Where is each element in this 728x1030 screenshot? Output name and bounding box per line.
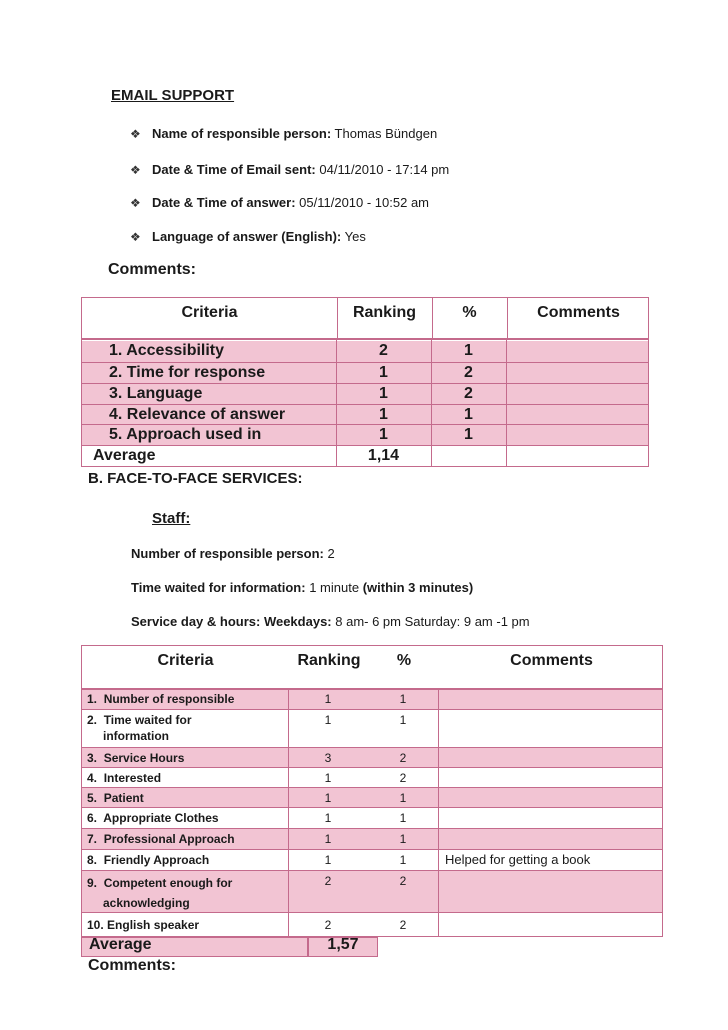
table-row: [81, 404, 649, 425]
face-to-face-heading: B. FACE-TO-FACE SERVICES:: [88, 470, 303, 487]
average-label: Average: [89, 936, 152, 953]
row-criteria: 9. Competent enough for acknowledging: [87, 876, 233, 910]
header-criteria: Criteria: [157, 652, 214, 669]
info-responsible-count: [131, 546, 335, 561]
row-criteria: 4. Interested: [87, 771, 162, 785]
table-row: [81, 807, 663, 828]
bullet-language: [130, 229, 366, 244]
header-percent: %: [462, 304, 477, 321]
row-percent: 1: [464, 342, 473, 359]
table-row: [81, 747, 663, 767]
table-row: [81, 828, 663, 849]
row-ranking: 1: [379, 385, 388, 402]
row-percent: 2: [399, 874, 407, 888]
row-ranking: 1: [324, 832, 332, 846]
row-criteria: 8. Friendly Approach: [87, 853, 210, 867]
row-ranking: 1: [324, 811, 332, 825]
table-row: [81, 787, 663, 807]
diamond-bullet-icon: ❖: [130, 230, 141, 244]
row-criteria: 2. Time waited for information: [87, 713, 192, 743]
diamond-bullet-icon: ❖: [130, 163, 141, 177]
bullet-email-sent: [130, 162, 449, 177]
diamond-bullet-icon: ❖: [130, 196, 141, 210]
row-percent: 2: [399, 771, 407, 785]
info-time-waited: [131, 580, 473, 595]
header-criteria: Criteria: [181, 304, 238, 321]
email-comments-label: Comments:: [108, 261, 197, 278]
email-support-heading: EMAIL SUPPORT: [111, 87, 235, 104]
table-header: [81, 297, 649, 339]
row-percent: 1: [399, 692, 407, 706]
header-comments: Comments: [537, 304, 620, 321]
average-value: 1,57: [327, 936, 359, 953]
bullet-value: Thomas Bündgen: [334, 126, 438, 141]
row-comment: Helped for getting a book: [445, 852, 591, 867]
row-criteria: 6. Appropriate Clothes: [87, 811, 219, 825]
bullet-label: Name of responsible person:: [152, 126, 332, 141]
table-row: [81, 912, 663, 937]
row-ranking: 1: [324, 791, 332, 805]
bullet-answer-time: [130, 195, 429, 210]
average-row: [81, 445, 649, 467]
row-criteria: 3. Language: [109, 385, 203, 402]
staff-label: Staff:: [152, 510, 191, 527]
row-criteria: 7. Professional Approach: [87, 832, 235, 846]
row-ranking: 2: [379, 342, 388, 359]
header-ranking: Ranking: [297, 652, 361, 669]
final-comments-label: Comments:: [88, 957, 177, 974]
bullet-value: Yes: [344, 229, 366, 244]
bullet-label: Language of answer (English):: [152, 229, 342, 244]
info-service-hours: [131, 614, 530, 629]
table-row: [81, 383, 649, 404]
row-criteria: 5. Approach used in: [109, 426, 262, 443]
row-criteria: 4. Relevance of answer: [109, 406, 286, 423]
table-row: [81, 362, 649, 383]
table-row: [81, 767, 663, 787]
row-ranking: 2: [324, 874, 332, 888]
row-ranking: 1: [324, 692, 332, 706]
row-percent: 1: [399, 853, 407, 867]
row-percent: 1: [464, 426, 473, 443]
row-ranking: 1: [324, 713, 332, 727]
bullet-value: 05/11/2010 - 10:52 am: [299, 195, 430, 210]
row-ranking: 1: [324, 853, 332, 867]
info-label: Service day & hours: Weekdays:: [131, 614, 332, 629]
row-criteria: 1. Number of responsible: [87, 692, 235, 706]
email-criteria-table: [81, 297, 649, 467]
row-ranking: 1: [324, 771, 332, 785]
row-criteria: 5. Patient: [87, 791, 144, 805]
row-ranking: 1: [379, 426, 388, 443]
header-ranking: Ranking: [352, 304, 417, 321]
row-ranking: 2: [324, 918, 332, 932]
info-suffix: (within 3 minutes): [362, 580, 474, 595]
row-ranking: 3: [324, 751, 332, 765]
row-percent: 1: [399, 713, 407, 727]
info-value: 8 am- 6 pm Saturday: 9 am -1 pm: [335, 614, 530, 629]
info-label: Time waited for information:: [131, 580, 306, 595]
table-row: [81, 341, 649, 362]
info-value: 2: [327, 546, 335, 561]
row-criteria: 2. Time for response: [109, 364, 266, 381]
row-percent: 1: [399, 832, 407, 846]
info-value: 1 minute: [309, 580, 360, 595]
average-row: [81, 937, 663, 957]
table-row: [81, 709, 663, 747]
row-criteria: 1. Accessibility: [109, 342, 225, 359]
info-label: Number of responsible person:: [131, 546, 324, 561]
average-value: 1,14: [367, 447, 400, 464]
row-ranking: 1: [379, 364, 388, 381]
average-label: Average: [93, 447, 156, 464]
table-row: [81, 849, 663, 870]
diamond-bullet-icon: ❖: [130, 127, 141, 141]
table-row: [81, 424, 649, 445]
row-percent: 2: [399, 918, 407, 932]
bullet-label: Date & Time of answer:: [152, 195, 296, 210]
table-row: [81, 870, 663, 912]
row-percent: 2: [399, 751, 407, 765]
row-percent: 1: [399, 811, 407, 825]
row-percent: 2: [464, 385, 473, 402]
row-percent: 1: [464, 406, 473, 423]
bullet-responsible-person: [130, 126, 437, 141]
row-ranking: 1: [379, 406, 388, 423]
staff-criteria-table: [81, 645, 663, 957]
row-criteria: 3. Service Hours: [87, 751, 185, 765]
bullet-label: Date & Time of Email sent:: [152, 162, 316, 177]
row-percent: 2: [464, 364, 473, 381]
table-row: [81, 689, 663, 709]
table-header: [81, 645, 663, 689]
header-comments: Comments: [510, 652, 593, 669]
row-criteria: 10. English speaker: [87, 918, 200, 932]
header-percent: %: [396, 652, 412, 669]
bullet-value: 04/11/2010 - 17:14 pm: [319, 162, 450, 177]
row-percent: 1: [399, 791, 407, 805]
